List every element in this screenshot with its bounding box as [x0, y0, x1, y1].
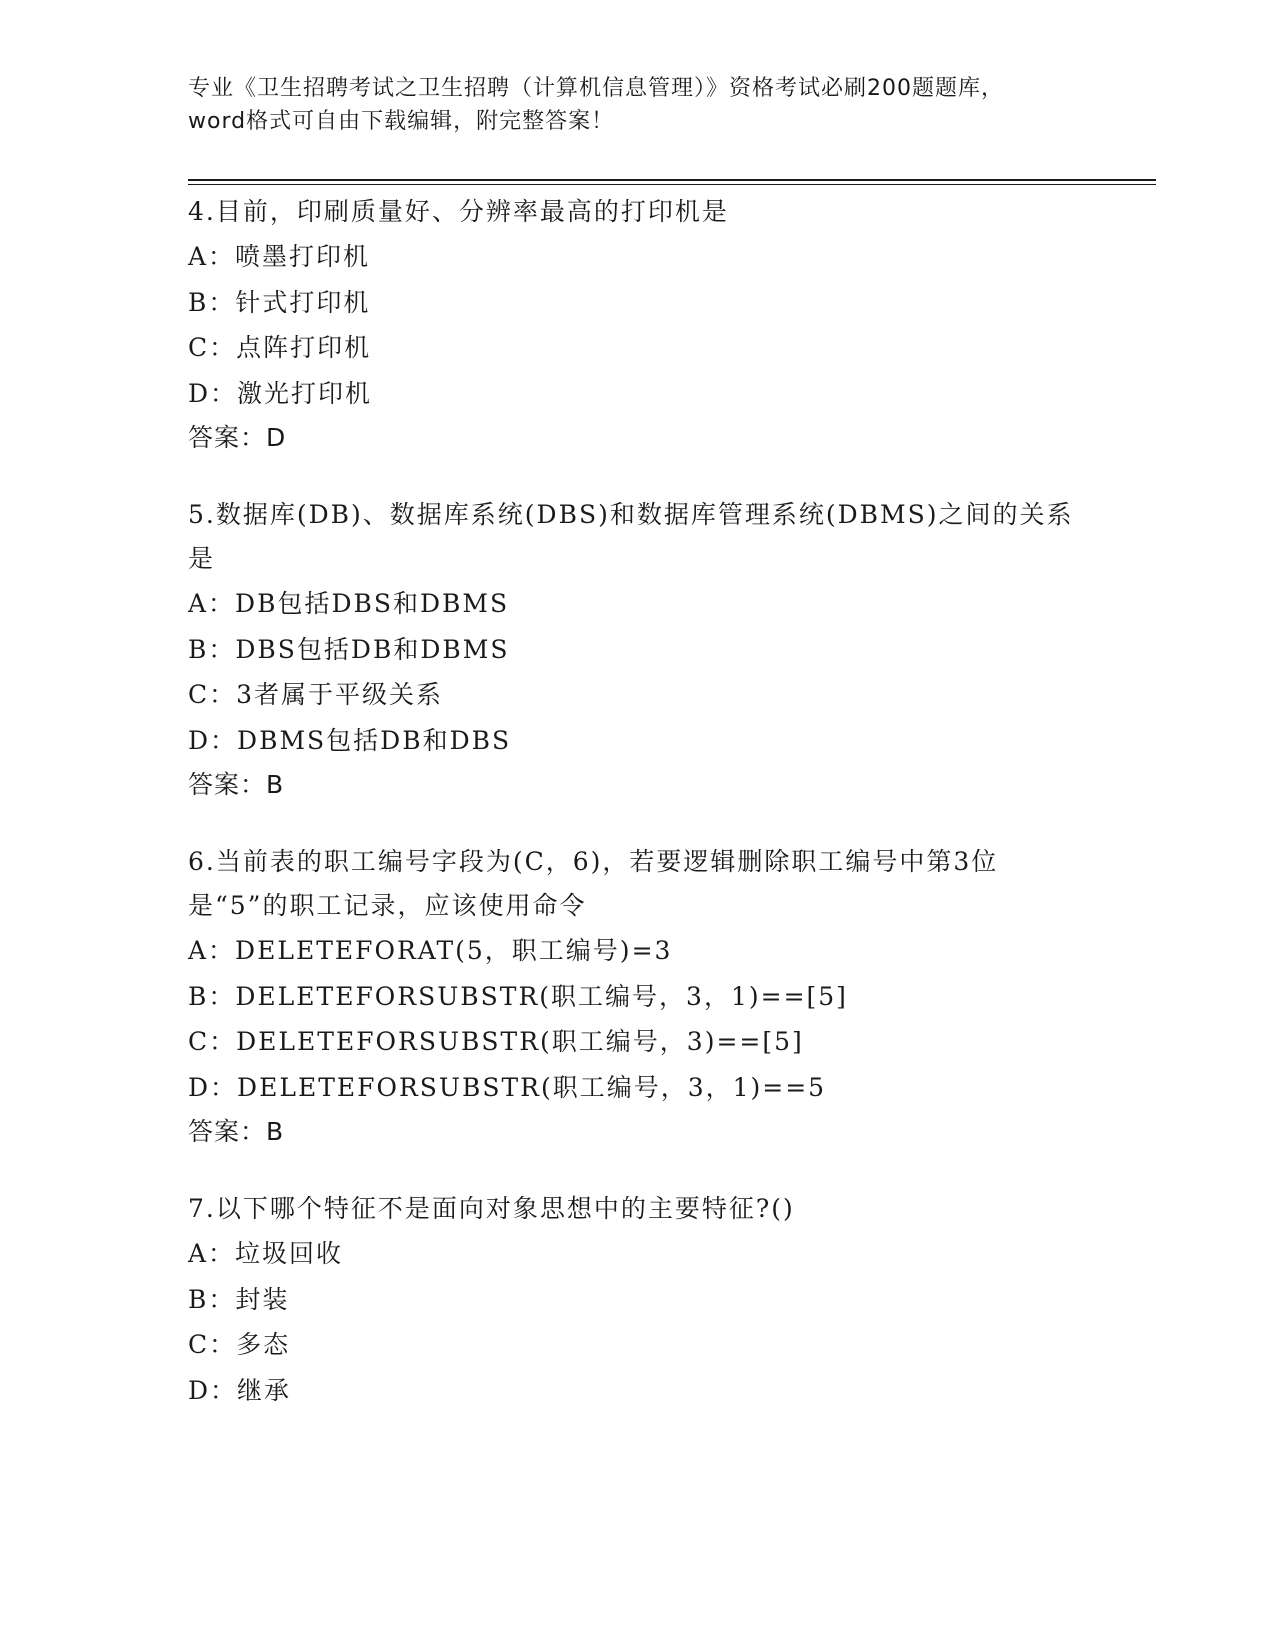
option-a: A：DB包括DBS和DBMS	[188, 589, 510, 618]
header-line-2: word格式可自由下载编辑，附完整答案！	[188, 109, 615, 134]
option-c: C：DELETEFORSUBSTR(职工编号，3)==[5]	[188, 1027, 804, 1056]
option-b: B：针式打印机	[188, 287, 371, 317]
option-d: D：激光打印机	[188, 378, 373, 408]
question-stem-continued: 是“5”的职工记录，应该使用命令	[188, 891, 587, 920]
option-c: C：多态	[188, 1330, 291, 1359]
question-list	[188, 190, 1088, 1446]
header-divider-thick	[188, 179, 1156, 181]
question-stem: 6.当前表的职工编号字段为(C，6)，若要逻辑删除职工编号中第3位	[188, 847, 999, 876]
option-a: A：喷墨打印机	[188, 242, 371, 271]
document-header	[188, 72, 1088, 138]
option-a: A：垃圾回收	[188, 1239, 344, 1268]
option-b: B：DELETEFORSUBSTR(职工编号，3，1)==[5]	[188, 981, 848, 1011]
option-b: B：DBS包括DB和DBMS	[188, 634, 510, 664]
option-d: D：DELETEFORSUBSTR(职工编号，3，1)==5	[188, 1072, 827, 1102]
option-b: B：封装	[188, 1284, 290, 1314]
question-7	[188, 1187, 1088, 1413]
answer-line: 答案：B	[188, 1117, 285, 1146]
question-stem: 4.目前，印刷质量好、分辨率最高的打印机是	[188, 197, 729, 226]
option-a: A：DELETEFORAT(5，职工编号)=3	[188, 936, 673, 965]
answer-line: 答案：D	[188, 423, 287, 452]
header-line-1: 专业《卫生招聘考试之卫生招聘（计算机信息管理）》资格考试必刷200题题库，	[188, 76, 1004, 101]
question-5	[188, 493, 1088, 807]
option-d: D：继承	[188, 1375, 292, 1405]
question-4	[188, 190, 1088, 460]
option-d: D：DBMS包括DB和DBS	[188, 725, 512, 755]
question-stem-continued: 是	[188, 544, 216, 573]
question-stem: 7.以下哪个特征不是面向对象思想中的主要特征?()	[188, 1194, 795, 1223]
question-stem: 5.数据库(DB)、数据库系统(DBS)和数据库管理系统(DBMS)之间的关系	[188, 500, 1074, 529]
question-6	[188, 840, 1088, 1154]
option-c: C：点阵打印机	[188, 333, 372, 362]
option-c: C：3者属于平级关系	[188, 680, 444, 709]
answer-line: 答案：B	[188, 770, 285, 799]
header-divider-thin	[188, 184, 1156, 185]
